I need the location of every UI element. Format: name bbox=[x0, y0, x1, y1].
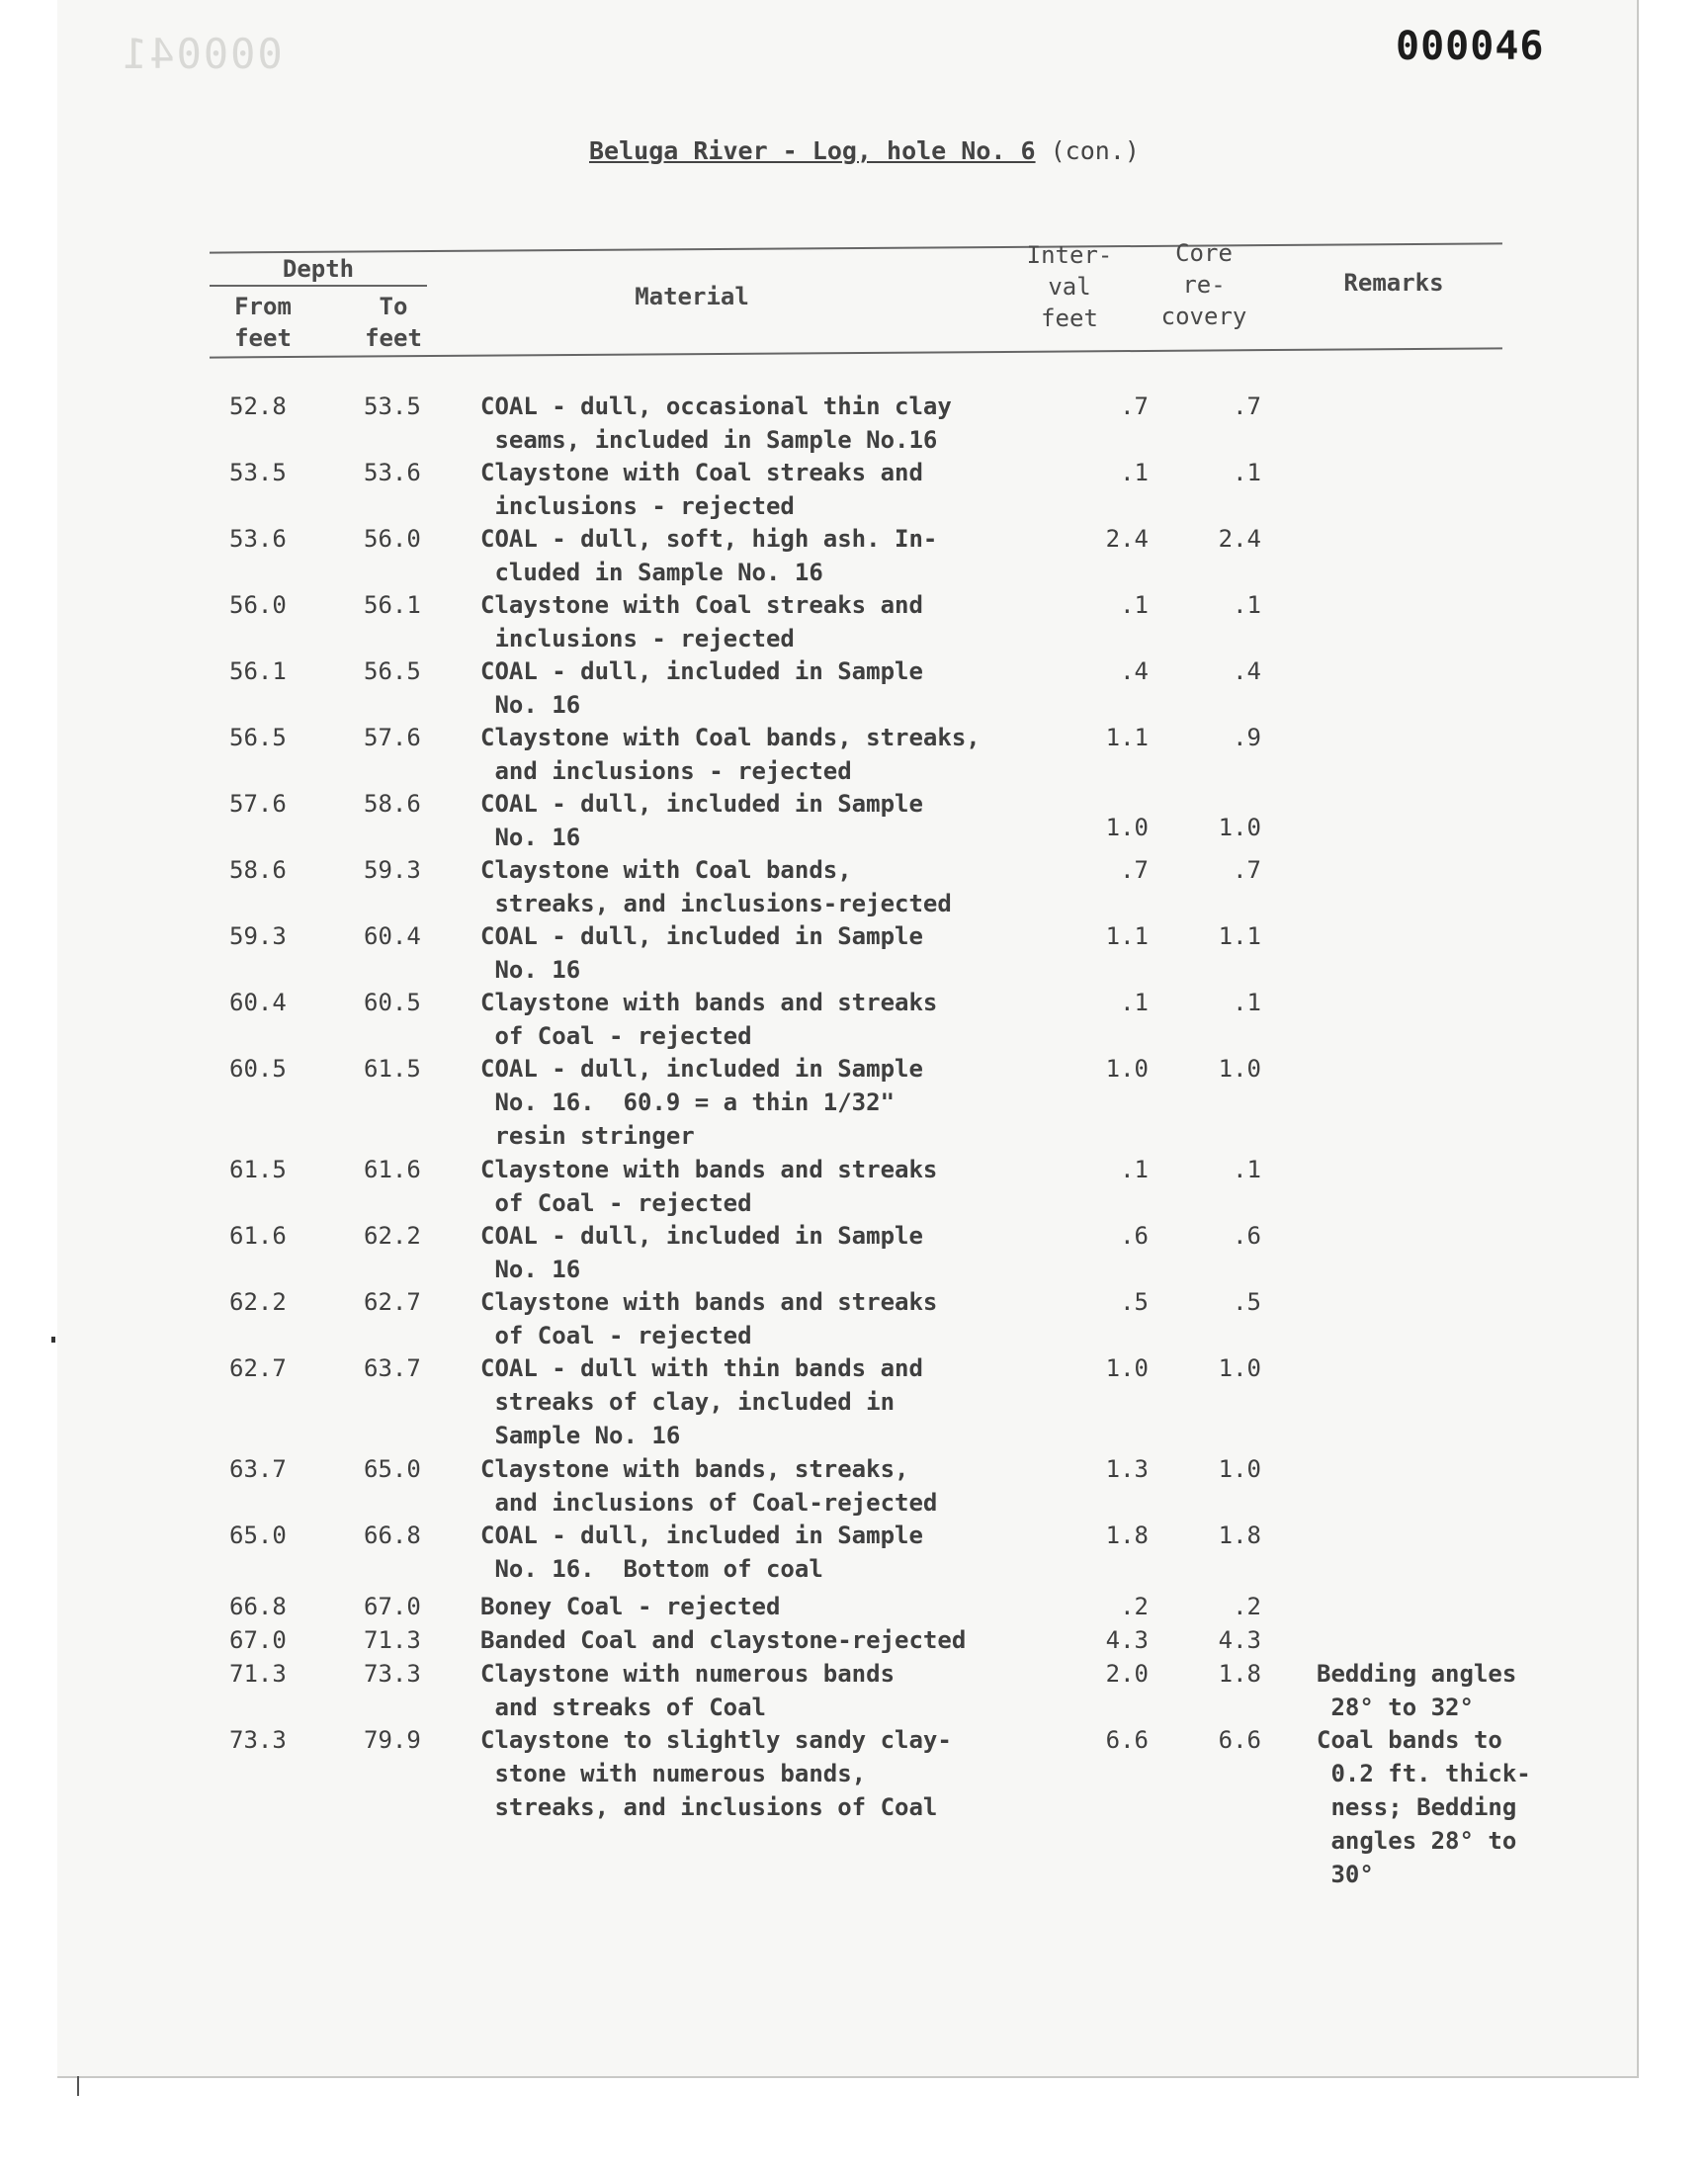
core-recovery: 1.1 bbox=[1218, 922, 1261, 950]
material-description: COAL - dull with thin bands and streaks of clay, included in Sample No. 16 bbox=[480, 1354, 923, 1449]
core-recovery: .9 bbox=[1233, 724, 1261, 751]
to-depth: 71.3 bbox=[364, 1626, 421, 1654]
interval-feet: .1 bbox=[1120, 989, 1149, 1016]
interval-feet: .5 bbox=[1120, 1288, 1149, 1316]
to-depth: 67.0 bbox=[364, 1593, 421, 1620]
material-description: Claystone with Coal bands, streaks, and inclusions-rejected bbox=[480, 856, 952, 917]
material-description: COAL - dull, included in Sample No. 16 bbox=[480, 1222, 923, 1283]
from-depth: 73.3 bbox=[229, 1726, 287, 1754]
interval-feet: 1.1 bbox=[1105, 922, 1149, 950]
scan-edge-mark bbox=[77, 2076, 79, 2096]
interval-feet: .1 bbox=[1120, 1156, 1149, 1183]
interval-feet: .2 bbox=[1120, 1593, 1149, 1620]
title-main: Beluga River - Log, hole No. 6 bbox=[589, 136, 1036, 165]
core-recovery: 1.8 bbox=[1218, 1660, 1261, 1688]
interval-feet: .7 bbox=[1120, 856, 1149, 884]
material-description: COAL - dull, included in Sample No. 16 bbox=[480, 657, 923, 719]
to-depth: 58.6 bbox=[364, 790, 421, 818]
material-description: Claystone with Coal bands, streaks, and inclusions - rejected bbox=[480, 724, 981, 785]
core-recovery: 2.4 bbox=[1218, 525, 1261, 553]
material-description: Claystone with bands and streaks of Coal - rejected bbox=[480, 1156, 938, 1217]
from-depth: 62.2 bbox=[229, 1288, 287, 1316]
interval-feet: 1.0 bbox=[1105, 1055, 1149, 1083]
from-depth: 59.3 bbox=[229, 922, 287, 950]
interval-feet: 1.0 bbox=[1105, 1354, 1149, 1382]
material-description: COAL - dull, included in Sample No. 16. 60.9 = a thin 1/32" resin stringer bbox=[480, 1055, 923, 1150]
interval-feet: 2.4 bbox=[1105, 525, 1149, 553]
material-description: Banded Coal and claystone-rejected bbox=[480, 1626, 967, 1654]
core-recovery: 6.6 bbox=[1218, 1726, 1261, 1754]
core-recovery: 4.3 bbox=[1218, 1626, 1261, 1654]
ghost-page-number: 000041 bbox=[121, 30, 283, 78]
to-depth: 56.0 bbox=[364, 525, 421, 553]
core-recovery: .4 bbox=[1233, 657, 1261, 685]
from-depth: 60.5 bbox=[229, 1055, 287, 1083]
interval-feet: 1.1 bbox=[1105, 724, 1149, 751]
from-depth: 63.7 bbox=[229, 1455, 287, 1483]
from-depth: 56.1 bbox=[229, 657, 287, 685]
to-depth: 53.6 bbox=[364, 459, 421, 486]
interval-feet: 4.3 bbox=[1105, 1626, 1149, 1654]
from-depth: 71.3 bbox=[229, 1660, 287, 1688]
core-recovery: 1.0 bbox=[1218, 1455, 1261, 1483]
header-remarks: Remarks bbox=[1343, 269, 1444, 297]
core-recovery: .1 bbox=[1233, 1156, 1261, 1183]
header-to: To feet bbox=[365, 293, 422, 352]
to-depth: 61.6 bbox=[364, 1156, 421, 1183]
header-from: From feet bbox=[234, 293, 292, 352]
remarks: Bedding angles 28° to 32° bbox=[1317, 1660, 1517, 1721]
page-title bbox=[589, 136, 1140, 165]
material-description: Claystone with Coal streaks and inclusions - rejected bbox=[480, 459, 923, 520]
core-recovery: .1 bbox=[1233, 591, 1261, 619]
core-recovery: 1.0 bbox=[1218, 814, 1261, 841]
material-description: Claystone with bands and streaks of Coal - rejected bbox=[480, 1288, 938, 1349]
core-recovery: .1 bbox=[1233, 989, 1261, 1016]
to-depth: 59.3 bbox=[364, 856, 421, 884]
from-depth: 58.6 bbox=[229, 856, 287, 884]
from-depth: 66.8 bbox=[229, 1593, 287, 1620]
core-recovery: 1.0 bbox=[1218, 1354, 1261, 1382]
from-depth: 52.8 bbox=[229, 392, 287, 420]
interval-feet: 1.0 bbox=[1105, 814, 1149, 841]
material-description: COAL - dull, soft, high ash. In- cluded in Sample No. 16 bbox=[480, 525, 938, 586]
from-depth: 60.4 bbox=[229, 989, 287, 1016]
core-recovery: .2 bbox=[1233, 1593, 1261, 1620]
from-depth: 57.6 bbox=[229, 790, 287, 818]
material-description: Claystone to slightly sandy clay- stone with numerous bands, streaks, and inclusions of Coal bbox=[480, 1726, 952, 1821]
interval-feet: 6.6 bbox=[1105, 1726, 1149, 1754]
to-depth: 65.0 bbox=[364, 1455, 421, 1483]
core-recovery: .1 bbox=[1233, 459, 1261, 486]
interval-feet: 1.3 bbox=[1105, 1455, 1149, 1483]
header-material: Material bbox=[635, 283, 749, 310]
to-depth: 61.5 bbox=[364, 1055, 421, 1083]
from-depth: 62.7 bbox=[229, 1354, 287, 1382]
core-recovery: .7 bbox=[1233, 392, 1261, 420]
core-recovery: 1.8 bbox=[1218, 1522, 1261, 1549]
remarks: Coal bands to 0.2 ft. thick- ness; Bedding angles 28° to 30° bbox=[1317, 1726, 1531, 1888]
to-depth: 66.8 bbox=[364, 1522, 421, 1549]
interval-feet: .1 bbox=[1120, 591, 1149, 619]
material-description: COAL - dull, occasional thin clay seams, included in Sample No.16 bbox=[480, 392, 952, 454]
from-depth: 65.0 bbox=[229, 1522, 287, 1549]
header-core: Core re- covery bbox=[1160, 239, 1247, 330]
to-depth: 57.6 bbox=[364, 724, 421, 751]
document-number: 000046 bbox=[1396, 24, 1545, 69]
material-description: Claystone with bands, streaks, and inclusions of Coal-rejected bbox=[480, 1455, 938, 1517]
scan-mark bbox=[51, 1337, 55, 1343]
from-depth: 61.6 bbox=[229, 1222, 287, 1250]
to-depth: 56.1 bbox=[364, 591, 421, 619]
material-description: COAL - dull, included in Sample No. 16 bbox=[480, 790, 923, 851]
to-depth: 60.4 bbox=[364, 922, 421, 950]
to-depth: 60.5 bbox=[364, 989, 421, 1016]
core-recovery: .6 bbox=[1233, 1222, 1261, 1250]
to-depth: 53.5 bbox=[364, 392, 421, 420]
from-depth: 56.5 bbox=[229, 724, 287, 751]
from-depth: 53.6 bbox=[229, 525, 287, 553]
from-depth: 67.0 bbox=[229, 1626, 287, 1654]
interval-feet: .7 bbox=[1120, 392, 1149, 420]
to-depth: 56.5 bbox=[364, 657, 421, 685]
from-depth: 61.5 bbox=[229, 1156, 287, 1183]
to-depth: 79.9 bbox=[364, 1726, 421, 1754]
material-description: Claystone with Coal streaks and inclusions - rejected bbox=[480, 591, 923, 652]
material-description: Claystone with bands and streaks of Coal - rejected bbox=[480, 989, 938, 1050]
depth-subrule bbox=[210, 285, 427, 287]
interval-feet: .6 bbox=[1120, 1222, 1149, 1250]
interval-feet: .4 bbox=[1120, 657, 1149, 685]
to-depth: 62.7 bbox=[364, 1288, 421, 1316]
material-description: COAL - dull, included in Sample No. 16. Bottom of coal bbox=[480, 1522, 923, 1583]
to-depth: 63.7 bbox=[364, 1354, 421, 1382]
header-interval: Inter- val feet bbox=[1026, 241, 1113, 332]
to-depth: 73.3 bbox=[364, 1660, 421, 1688]
material-description: Boney Coal - rejected bbox=[480, 1593, 781, 1620]
core-recovery: .7 bbox=[1233, 856, 1261, 884]
material-description: Claystone with numerous bands and streaks of Coal bbox=[480, 1660, 896, 1721]
material-description: COAL - dull, included in Sample No. 16 bbox=[480, 922, 923, 984]
interval-feet: .1 bbox=[1120, 459, 1149, 486]
core-recovery: 1.0 bbox=[1218, 1055, 1261, 1083]
core-recovery: .5 bbox=[1233, 1288, 1261, 1316]
from-depth: 56.0 bbox=[229, 591, 287, 619]
interval-feet: 1.8 bbox=[1105, 1522, 1149, 1549]
interval-feet: 2.0 bbox=[1105, 1660, 1149, 1688]
to-depth: 62.2 bbox=[364, 1222, 421, 1250]
header-depth: Depth bbox=[282, 255, 355, 283]
title-suffix: (con.) bbox=[1050, 136, 1140, 165]
from-depth: 53.5 bbox=[229, 459, 287, 486]
